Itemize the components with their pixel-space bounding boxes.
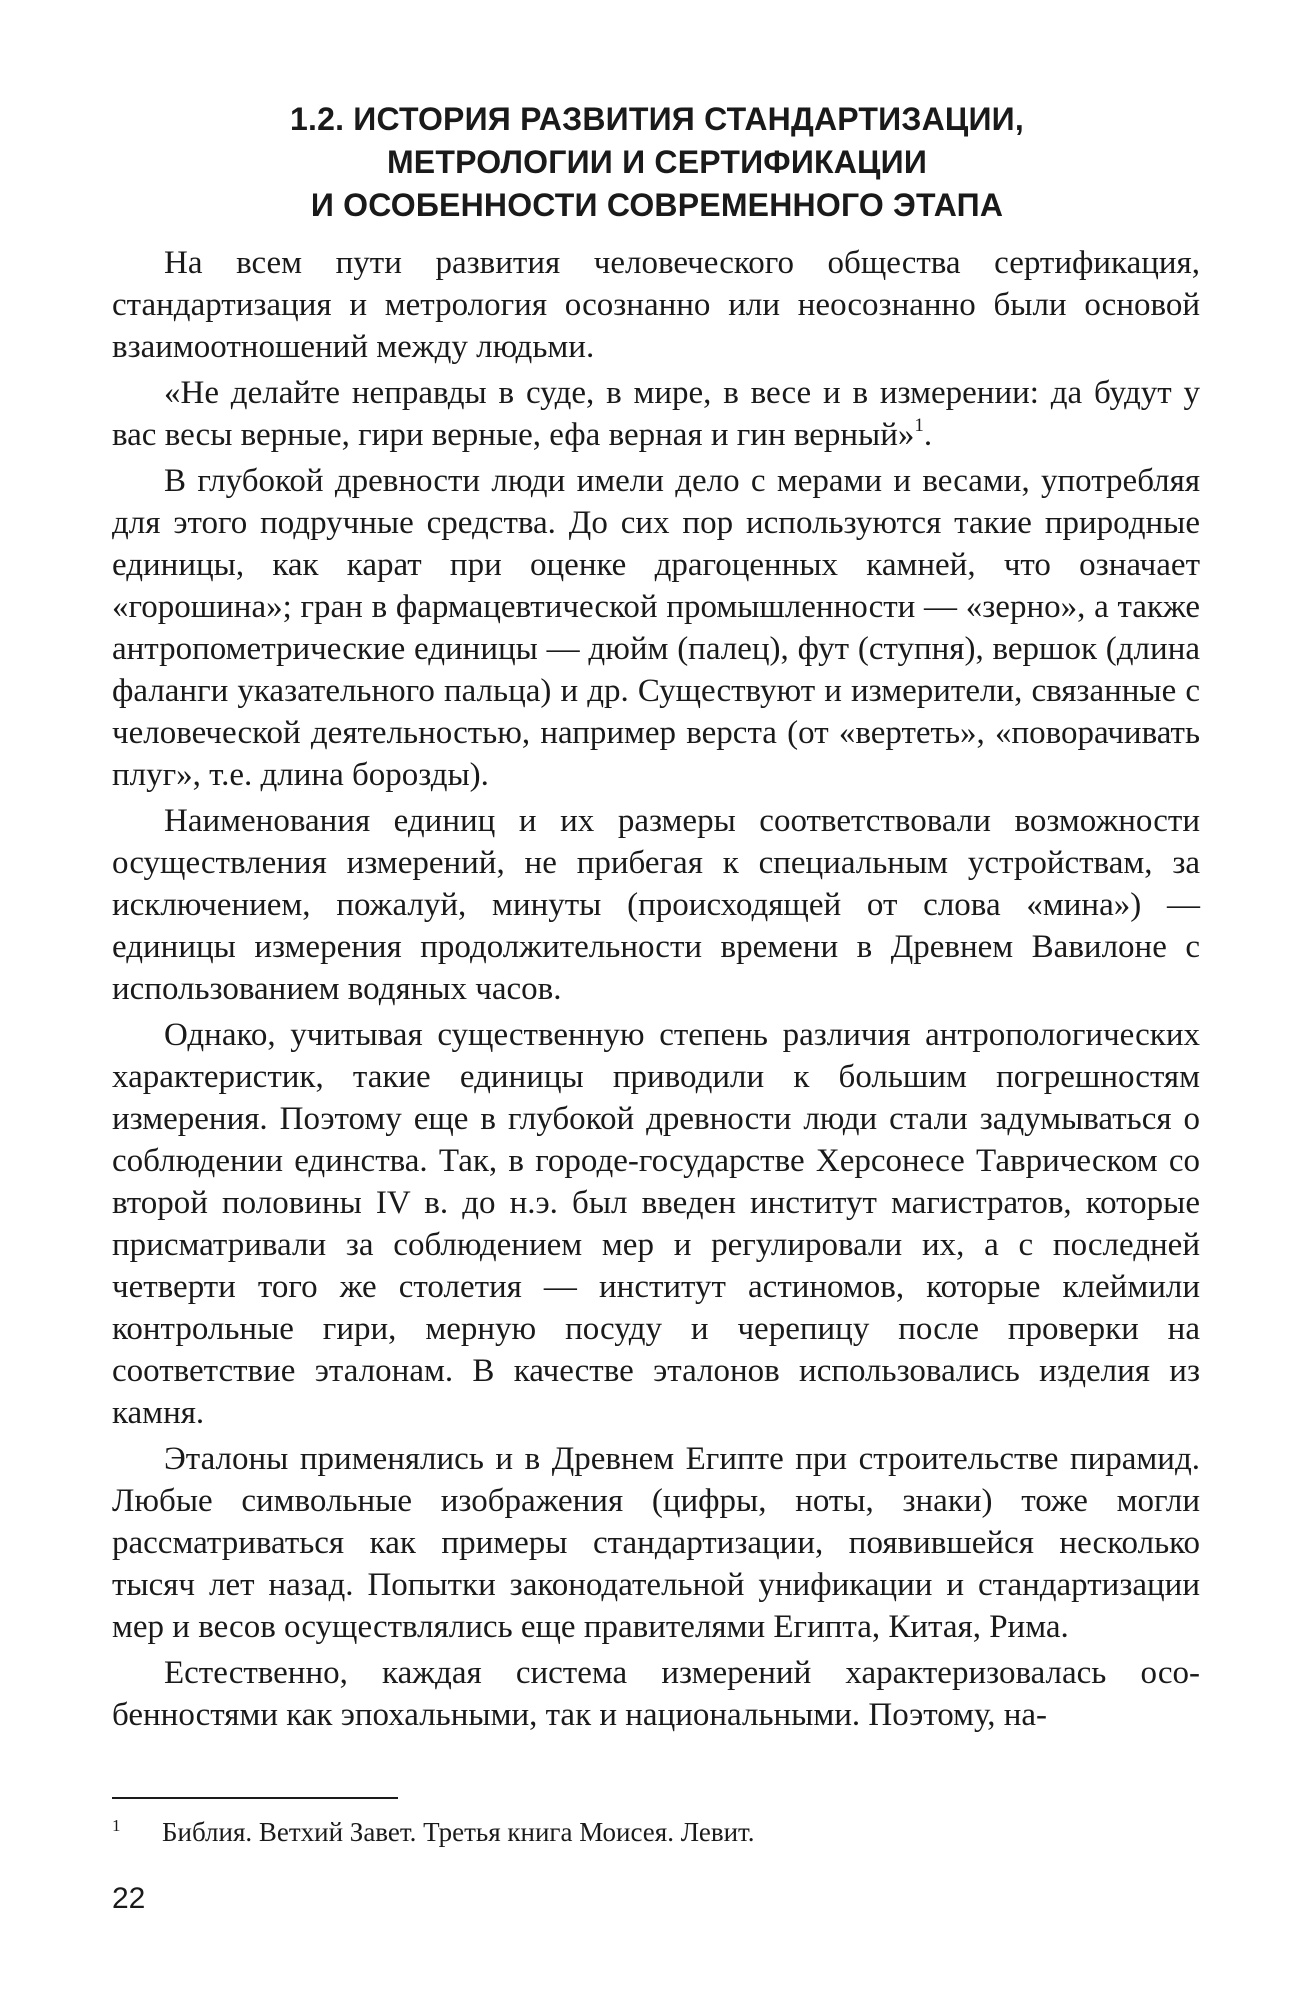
section-heading	[112, 98, 1202, 227]
paragraph-6: Эталоны применялись и в Древнем Египте при строительстве пирамид. Любые символьные изображения (цифры, ноты, знаки) тоже могли рассматриваться как примеры стандартизации, появившейся несколько тысяч лет назад. Попытки законодательной унификации и стандартизации мер и весов осуществлялись еще правителями Египта, Китая, Рима.	[112, 1441, 1200, 1645]
paragraph-1: На всем пути развития человеческого общества сертификация, стандартизация и метрология осознанно или неосознанно были основой взаимоотношений между людьми.	[112, 245, 1200, 365]
body-text	[112, 242, 1200, 1740]
paragraph-7: Естественно, каждая система измерений характеризовалась особенностями как эпохальными, так и национальными. Поэтому, на-	[112, 1655, 1200, 1733]
footnote-divider	[112, 1797, 398, 1799]
paragraph-2-text: «Не делайте неправды в суде, в мире, в весе и в измерении: да будут у вас весы верные, гири верные, ефа верная и гин верный»	[112, 375, 1200, 453]
paragraph-3: В глубокой древности люди имели дело с мерами и весами, употребляя для этого подручные средства. До сих пор используются такие природные единицы, как карат при оценке драгоценных камней, что означает «горошина»; гран в фармацевтической промышленности — «зерно», а также антропометрические единицы — дюйм (палец), фут (ступня), вершок (длина фаланги указательного пальца) и др. Существуют и измерители, связанные с человеческой деятельностью, например верста (от «вертеть», «поворачивать плуг», т.е. длина борозды).	[112, 463, 1200, 793]
footnote-reference: 1	[914, 415, 924, 436]
paragraph-5: Однако, учитывая существенную степень различия антропологических характеристик, такие единицы приводили к большим погрешностям измерения. Поэтому еще в глубокой древности люди стали задумываться о соблюдении единства. Так, в городе-государстве Херсонесе Таврическом со второй половины IV в. до н.э. был введен институт магистратов, которые присматривали за соблюдением мер и регулировали их, а с последней четверти того же столетия — институт астиномов, которые клеймили контрольные гири, мерную посуду и черепицу после проверки на соответствие эталонам. В качестве эталонов использовались изделия из камня.	[112, 1017, 1200, 1431]
footnote-text: Библия. Ветхий Завет. Третья книга Моисея. Левит.	[162, 1817, 755, 1847]
heading-line-1: 1.2. ИСТОРИЯ РАЗВИТИЯ СТАНДАРТИЗАЦИИ,	[290, 101, 1024, 137]
paragraph-2-end: .	[923, 417, 933, 453]
paragraph-2	[112, 372, 1200, 456]
paragraph-4: Наименования единиц и их размеры соответствовали возможности осуществления измерений, не прибегая к специальным устройствам, за исключением, пожалуй, минуты (происходящей от слова «мина») — единицы измерения продолжительности времени в Древнем Вавилоне с использованием водяных часов.	[112, 803, 1200, 1007]
footnote: 1 Библия. Ветхий Завет. Третья книга Моисея. Левит.	[112, 1816, 755, 1847]
heading-line-2: МЕТРОЛОГИИ И СЕРТИФИКАЦИИ	[386, 144, 928, 180]
page-number: 22	[112, 1882, 146, 1915]
heading-line-3: И ОСОБЕННОСТИ СОВРЕМЕННОГО ЭТАПА	[310, 187, 1004, 223]
